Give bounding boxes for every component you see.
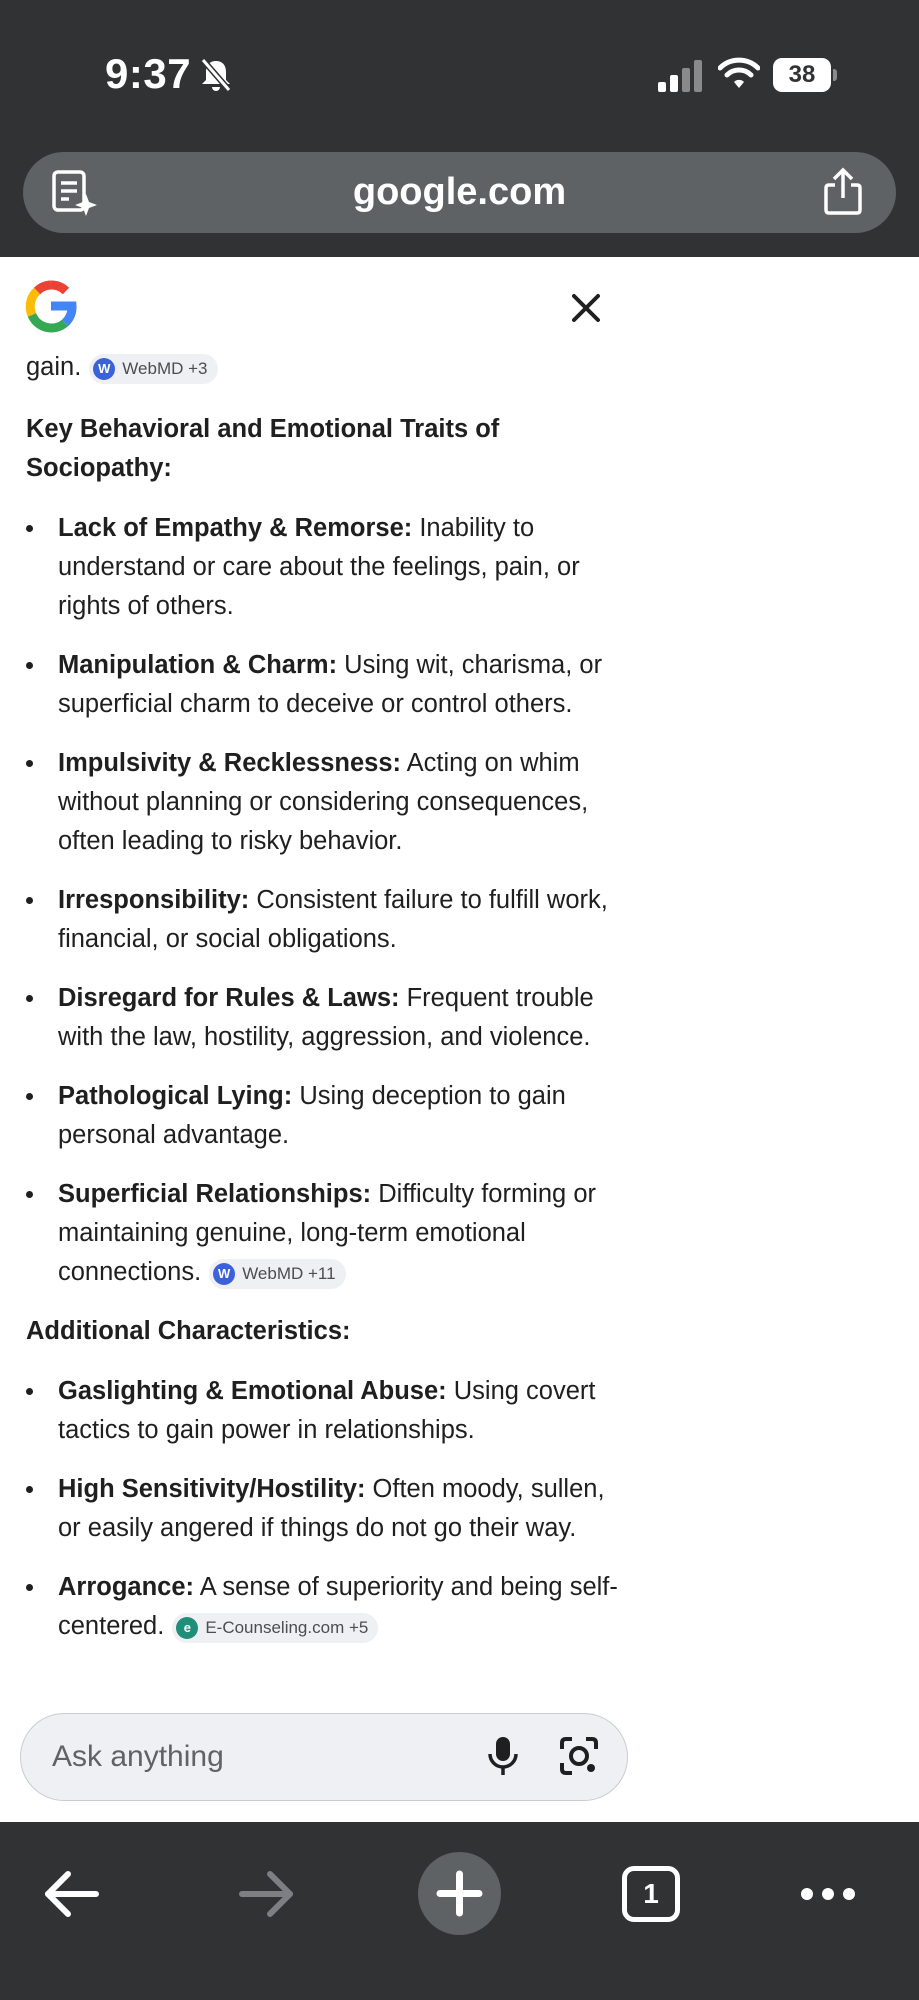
- trait-name: Manipulation & Charm:: [58, 651, 338, 679]
- list-item: [26, 509, 626, 626]
- lead-line: [26, 348, 626, 392]
- source-chip-label: E-Counseling.com +5: [205, 1618, 369, 1637]
- browser-bottom-toolbar: [0, 1822, 919, 2000]
- more-icon[interactable]: [798, 1880, 858, 1908]
- trait-name: High Sensitivity/Hostility:: [58, 1475, 366, 1503]
- url-text[interactable]: google.com: [352, 171, 567, 213]
- tabs-icon[interactable]: 1: [622, 1866, 680, 1922]
- list-item: [26, 979, 626, 1057]
- trait-description: Often moody, sullen, or easily angered if things do not go their way.: [58, 1475, 605, 1542]
- trait-name: Gaslighting & Emotional Abuse:: [58, 1377, 447, 1405]
- webmd-logo-icon: W: [213, 1263, 235, 1285]
- section-heading-additional: Additional Characteristics:: [26, 1317, 351, 1345]
- battery-percent: 38: [788, 61, 816, 88]
- status-time: 9:37: [105, 50, 192, 97]
- trait-name: Superficial Relationships:: [58, 1180, 372, 1208]
- browser-top-chrome: [0, 0, 919, 257]
- battery-nub: [833, 69, 837, 81]
- wifi-icon: [718, 56, 760, 92]
- list-item: [26, 1470, 626, 1548]
- trait-description: Difficulty forming or maintaining genuine, long-term emotional connections.: [58, 1180, 596, 1286]
- lead-text: gain.: [26, 353, 82, 381]
- bell-slash-icon: [198, 56, 234, 94]
- close-icon[interactable]: [566, 288, 606, 328]
- list-item: [26, 1372, 626, 1450]
- ai-overview-content: [26, 348, 626, 1666]
- additional-traits-list: [26, 1372, 626, 1646]
- google-g-logo: [24, 279, 78, 333]
- ask-input-placeholder[interactable]: Ask anything: [52, 1740, 224, 1773]
- list-item: [26, 1175, 626, 1292]
- section-heading-key-traits: Key Behavioral and Emotional Traits of Sociopathy:: [26, 415, 500, 482]
- trait-description: Using covert tactics to gain power in relationships.: [58, 1377, 596, 1444]
- source-chip-label: WebMD +3: [122, 359, 208, 378]
- url-bar[interactable]: [23, 152, 896, 233]
- trait-description: Frequent trouble with the law, hostility, aggression, and violence.: [58, 984, 594, 1051]
- camera-lens-icon[interactable]: [558, 1735, 600, 1777]
- forward-arrow-icon[interactable]: [236, 1869, 296, 1919]
- battery-icon: [773, 58, 837, 92]
- list-item: [26, 881, 626, 959]
- trait-name: Disregard for Rules & Laws:: [58, 984, 400, 1012]
- trait-description: Using wit, charisma, or superficial charm to deceive or control others.: [58, 651, 603, 718]
- ecounseling-logo-icon: e: [176, 1617, 198, 1639]
- microphone-icon[interactable]: [483, 1735, 523, 1777]
- trait-description: Inability to understand or care about the feelings, pain, or rights of others.: [58, 514, 580, 620]
- key-traits-list: [26, 509, 626, 1292]
- list-item: [26, 1077, 626, 1155]
- ask-input-bar[interactable]: [20, 1713, 628, 1801]
- new-tab-button[interactable]: [418, 1852, 501, 1935]
- share-icon[interactable]: [818, 167, 868, 217]
- source-chip-label: WebMD +11: [242, 1264, 336, 1283]
- cellular-signal-icon: [658, 60, 704, 92]
- trait-name: Irresponsibility:: [58, 886, 250, 914]
- trait-description: Using deception to gain personal advantage.: [58, 1082, 566, 1149]
- back-arrow-icon[interactable]: [42, 1869, 102, 1919]
- new-tab-plus-icon: [418, 1852, 501, 1935]
- list-item: [26, 744, 626, 861]
- trait-description: Consistent failure to fulfill work, financial, or social obligations.: [58, 886, 608, 953]
- trait-description: A sense of superiority and being self-centered.: [58, 1573, 618, 1640]
- list-item: [26, 1568, 626, 1646]
- source-chip-webmd[interactable]: [209, 1259, 345, 1289]
- trait-name: Impulsivity & Recklessness:: [58, 749, 401, 777]
- trait-name: Arrogance:: [58, 1573, 195, 1601]
- trait-description: Acting on whim without planning or considering consequences, often leading to risky behavior.: [58, 749, 589, 855]
- webmd-logo-icon: W: [93, 358, 115, 380]
- source-chip-webmd[interactable]: [89, 354, 217, 384]
- source-chip-ecounseling[interactable]: [172, 1613, 378, 1643]
- trait-name: Lack of Empathy & Remorse:: [58, 514, 413, 542]
- trait-name: Pathological Lying:: [58, 1082, 293, 1110]
- list-item: [26, 646, 626, 724]
